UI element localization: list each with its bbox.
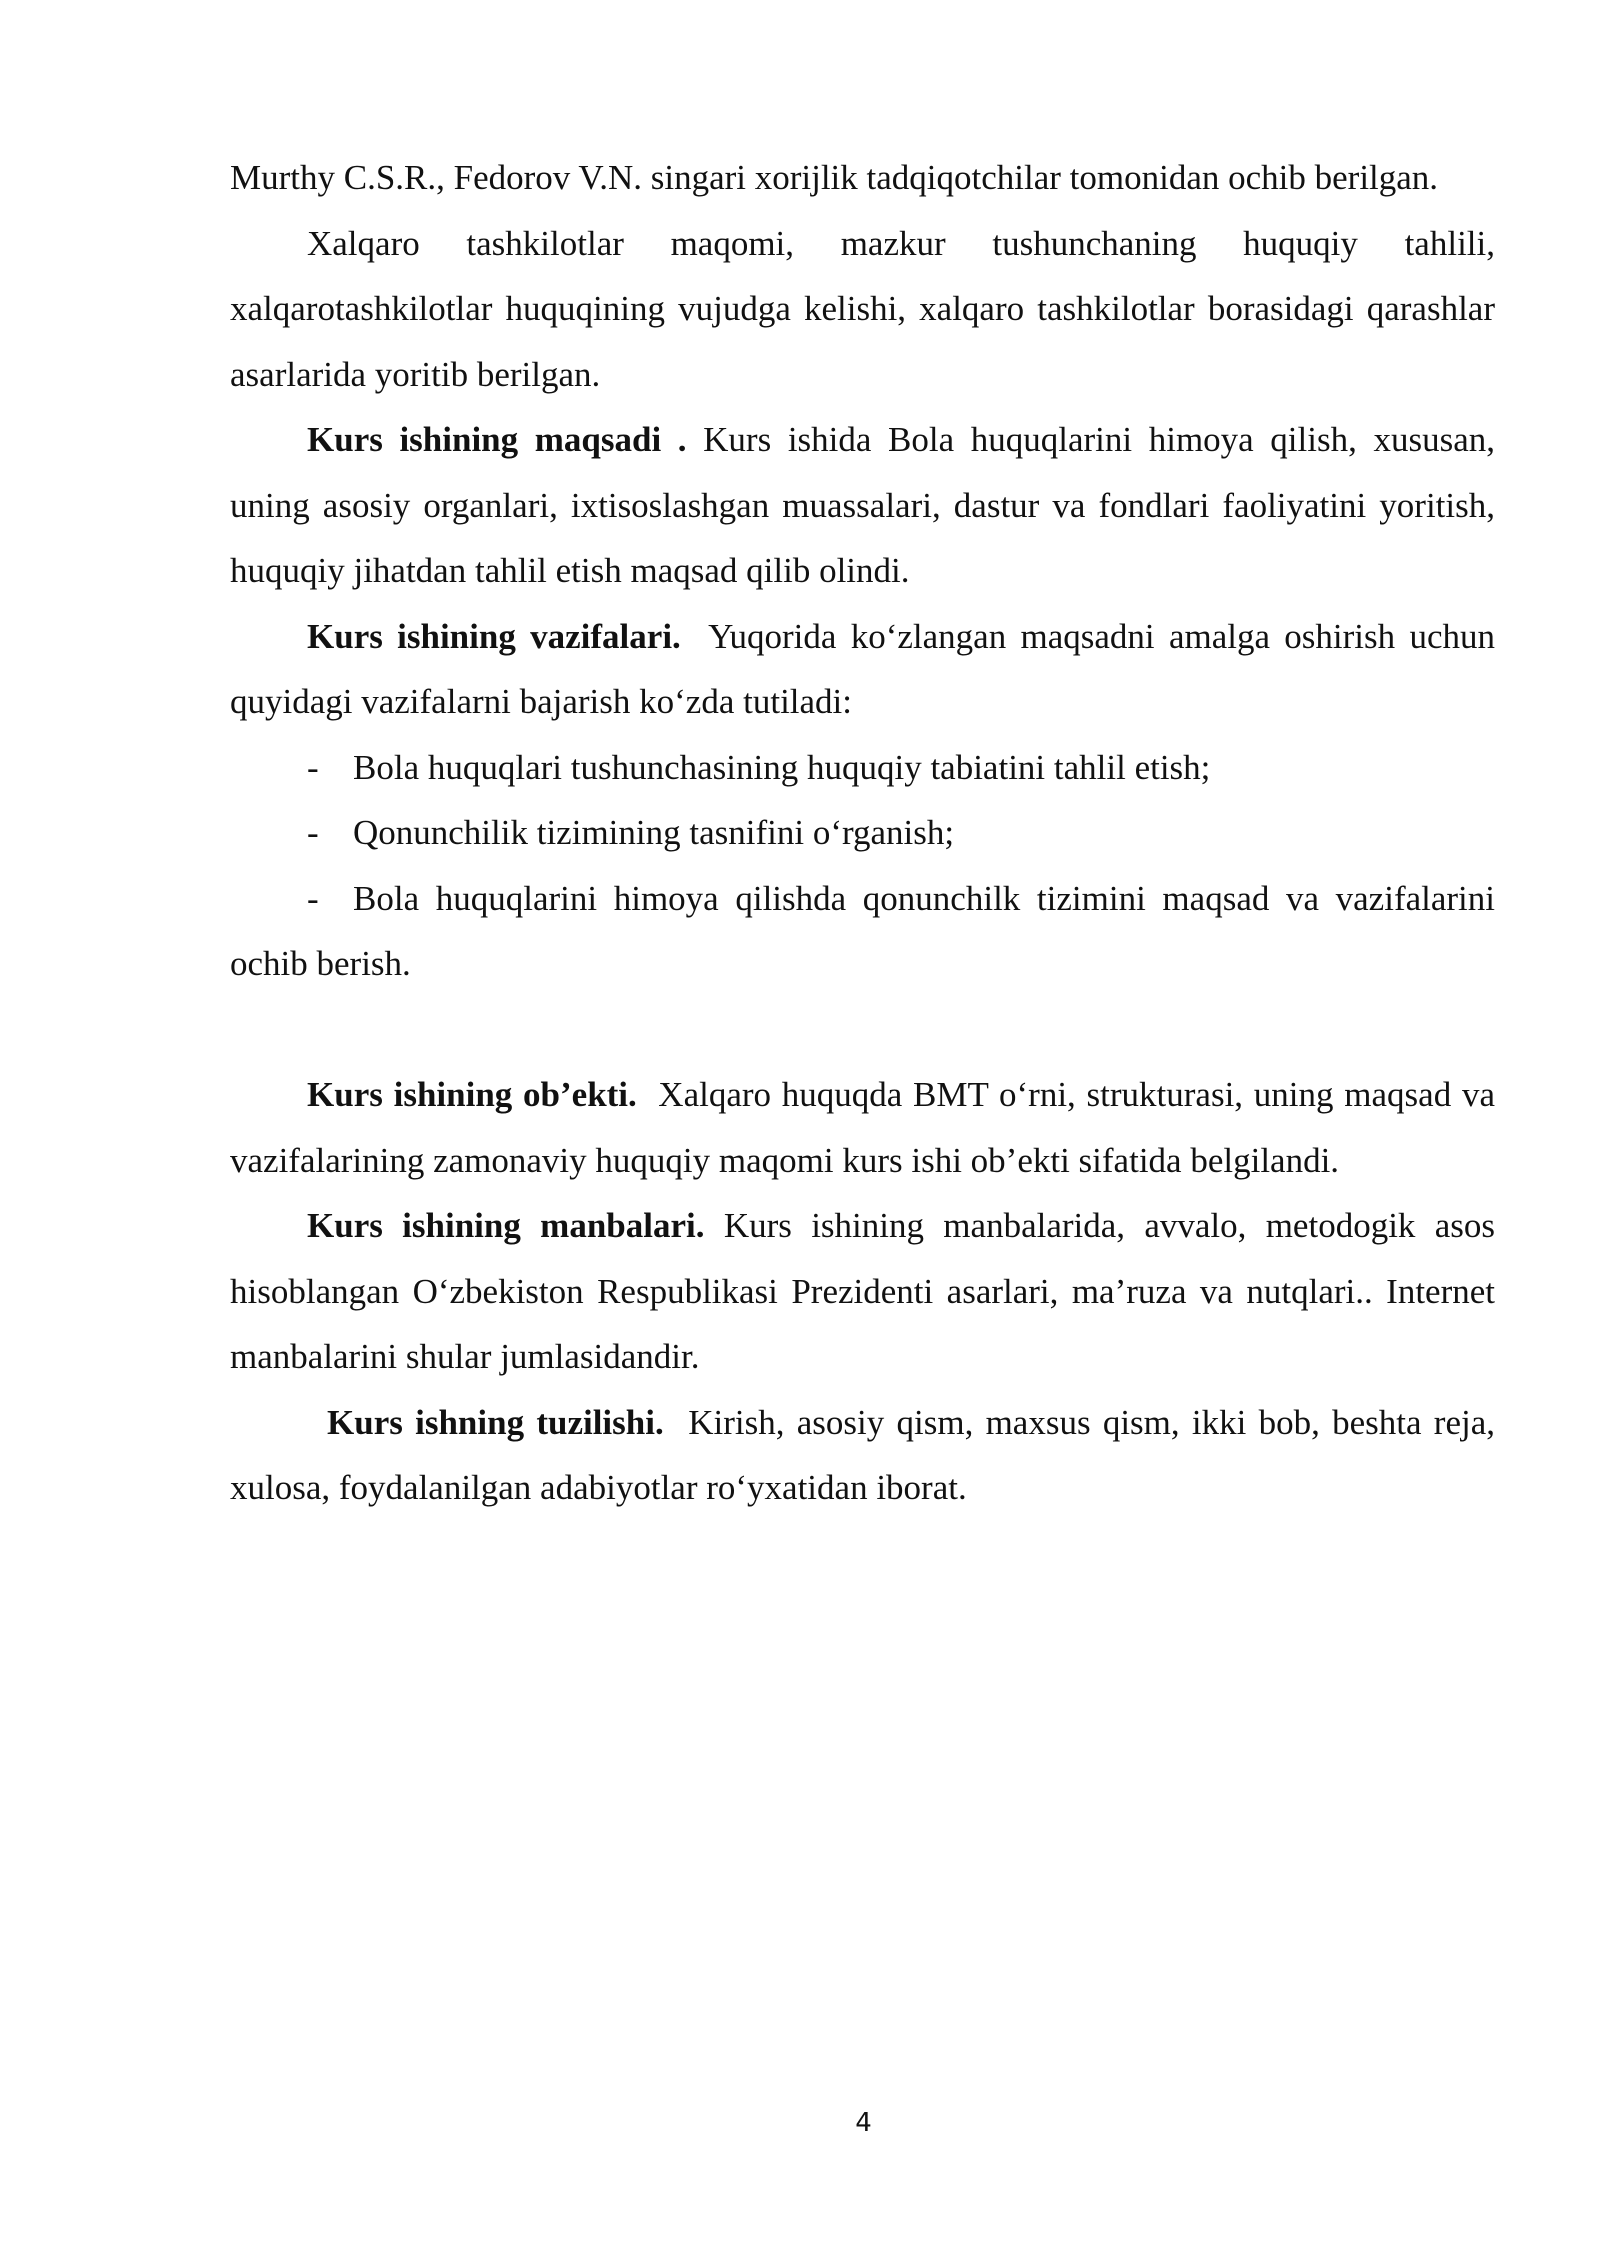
sources-paragraph xyxy=(230,1193,1495,1390)
tasks-paragraph xyxy=(230,604,1495,735)
dash-bullet: - xyxy=(307,813,319,852)
sources-text: Kurs ishining manbalarida, avvalo, metodogik asos hisoblangan O‘zbekiston Respublikasi Prezidenti asarlari, ma’ruza va nutqlari.. Internet manbalarini shular jumlasidandir. xyxy=(230,1206,1496,1376)
dash-bullet: - xyxy=(307,747,319,787)
structure-heading: Kurs ishning tuzilishi. xyxy=(327,1402,664,1442)
tasks-heading: Kurs ishining vazifalari. xyxy=(307,616,681,656)
page-number: 4 xyxy=(855,2108,872,2138)
goal-heading: Kurs ishining maqsadi . xyxy=(307,420,687,459)
object-paragraph xyxy=(230,1062,1495,1193)
structure-paragraph xyxy=(230,1390,1495,1521)
status-paragraph xyxy=(230,211,1495,408)
list-item xyxy=(230,800,1495,866)
list-item xyxy=(230,866,1495,997)
intro-text: Murthy C.S.R., Fedorov V.N. singari xorijlik tadqiqotchilar tomonidan ochib berilgan. xyxy=(230,158,1439,197)
list-item-text: Qonunchilik tizimining tasnifini o‘rganish; xyxy=(353,813,955,852)
list-item-text: Bola huquqlarini himoya qilishda qonunchilk tizimini maqsad va vazifalarini ochib berish. xyxy=(230,878,1495,983)
intro-paragraph xyxy=(230,145,1495,211)
object-heading: Kurs ishining ob’ekti. xyxy=(307,1075,637,1114)
tasks-text: Yuqorida ko‘zlangan maqsadni amalga oshirish uchun quyidagi vazifalarni bajarish ko‘zda tutiladi: xyxy=(230,616,1495,721)
dash-bullet: - xyxy=(307,878,319,918)
sources-heading: Kurs ishining manbalari. xyxy=(307,1206,705,1245)
structure-text: Kirish, asosiy qism, maxsus qism, ikki bob, beshta reja, xulosa, foydalanilgan adabiyotlar ro‘yxatidan iborat. xyxy=(230,1402,1495,1507)
list-item-text: Bola huquqlari tushunchasining huquqiy tabiatini tahlil etish; xyxy=(353,747,1211,787)
goal-text: Kurs ishida Bola huquqlarini himoya qilish, xususan, uning asosiy organlari, ixtisoslashgan muassalari, dastur va fondlari faoliyatini yoritish, huquqiy jihatdan tahlil etish maqsad qilib olindi. xyxy=(230,420,1495,590)
object-text: Xalqaro huquqda BMT o‘rni, strukturasi, uning maqsad va vazifalarining zamonaviy huquqiy maqomi kurs ishi ob’ekti sifatida belgilandi. xyxy=(230,1075,1495,1180)
status-text: Xalqaro tashkilotlar maqomi, mazkur tushunchaning huquqiy tahlili, xalqarotashkilotlar huquqining vujudga kelishi, xalqaro tashkilotlar borasidagi qarashlar asarlarida yoritib berilgan. xyxy=(230,223,1495,394)
goal-paragraph xyxy=(230,407,1495,604)
list-item xyxy=(230,735,1495,801)
blank-line xyxy=(230,997,1495,1063)
document-body xyxy=(230,145,1495,1521)
